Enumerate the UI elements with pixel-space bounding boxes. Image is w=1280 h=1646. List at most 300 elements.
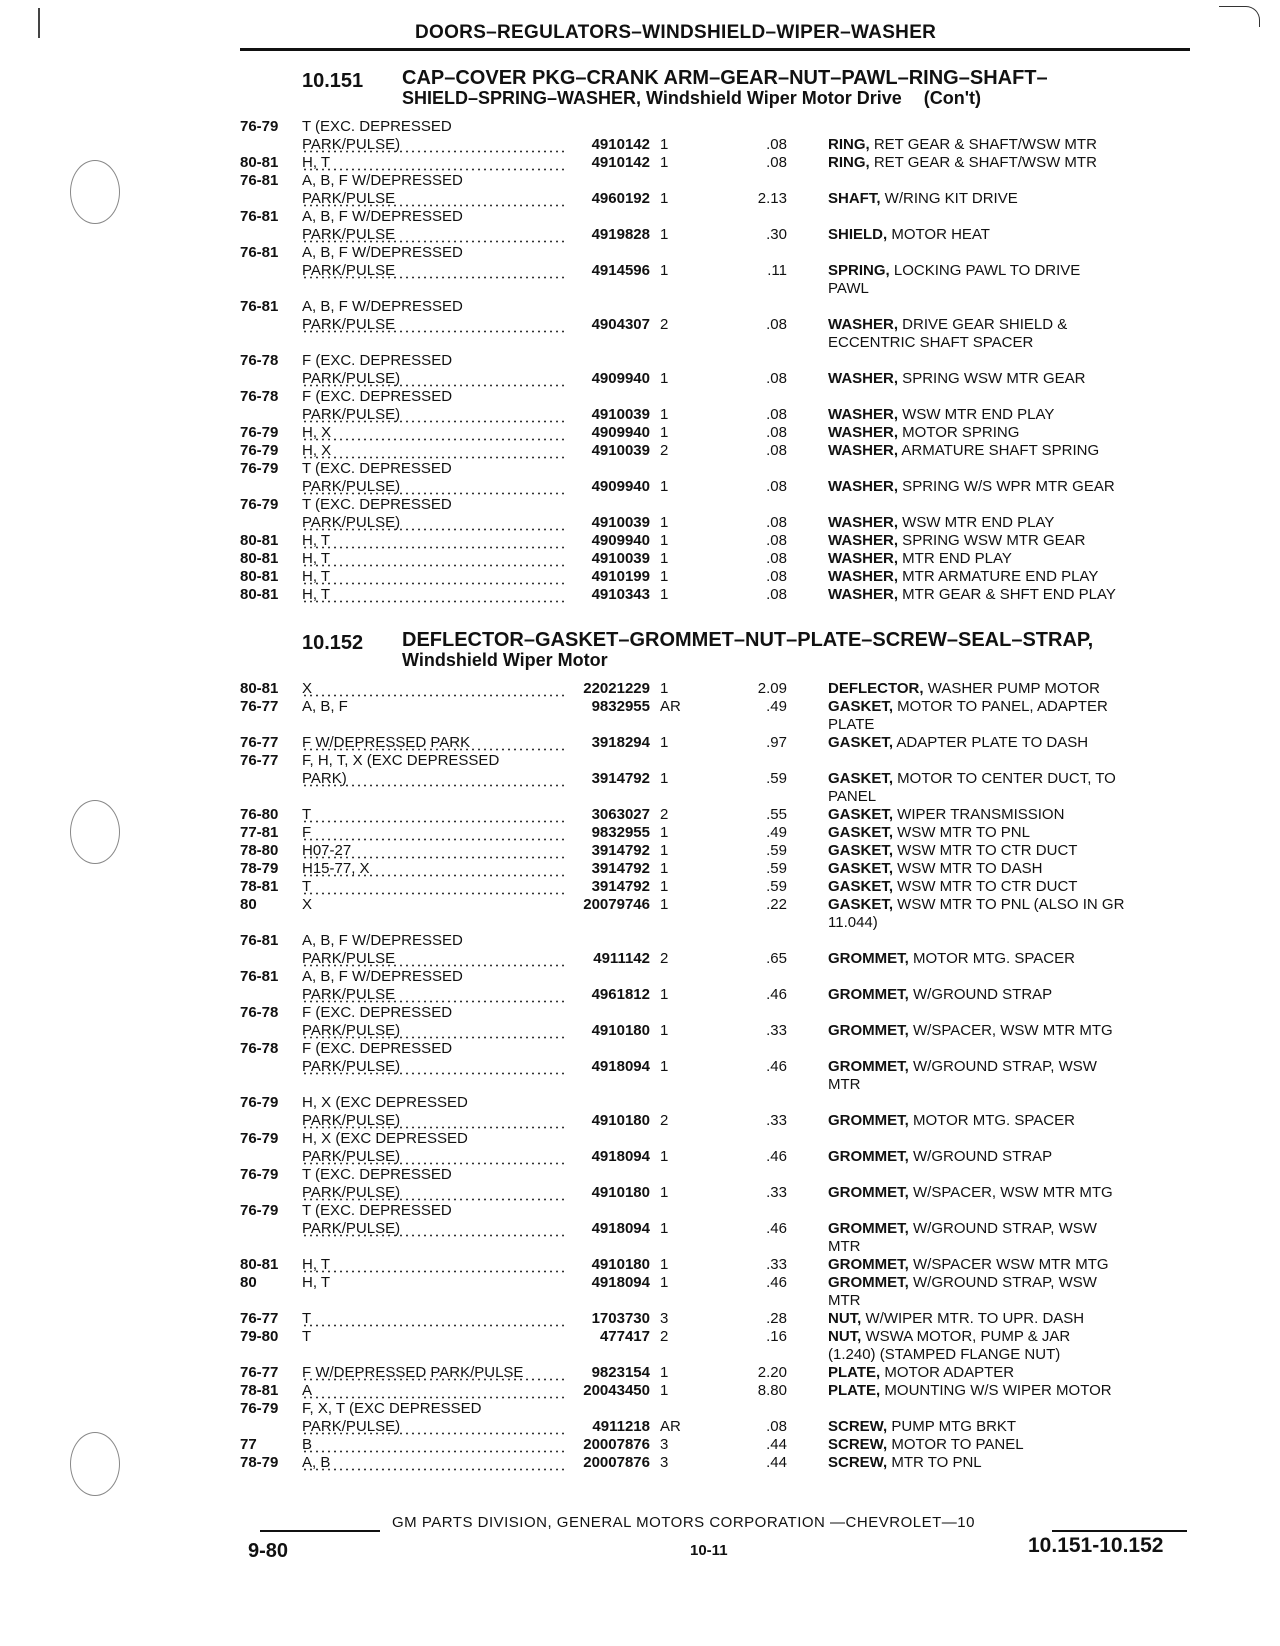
- quantity: 1: [660, 1022, 669, 1039]
- price: .33: [766, 1112, 787, 1129]
- part-row: [240, 1454, 1190, 1472]
- part-row: [240, 208, 1190, 244]
- part-name-keyword: GASKET,: [828, 896, 894, 913]
- price: .08: [766, 154, 787, 171]
- part-name-keyword: PLATE,: [828, 1382, 881, 1399]
- part-name-keyword: WASHER,: [828, 478, 899, 495]
- price: .08: [766, 568, 787, 585]
- part-number: 4918094: [591, 1148, 650, 1165]
- price: .08: [766, 442, 787, 459]
- model-years: 76-79: [240, 496, 279, 513]
- application: T (EXC. DEPRESSED PARK/PULSE): [302, 496, 567, 532]
- page-title: DOORS–REGULATORS–WINDSHIELD–WIPER–WASHER: [415, 22, 937, 43]
- price: .46: [766, 1220, 787, 1237]
- model-years: 76-79: [240, 1094, 279, 1111]
- part-number: 4910199: [591, 568, 650, 585]
- model-years: 76-79: [240, 442, 279, 459]
- part-name-detail: MOTOR TO PANEL, ADAPTER PLATE: [828, 698, 1108, 733]
- quantity: 2: [660, 1328, 669, 1345]
- quantity: 1: [660, 1274, 669, 1291]
- part-number: 477417: [599, 1328, 650, 1345]
- model-years: 76-77: [240, 1364, 279, 1381]
- price: .08: [766, 478, 787, 495]
- part-name-keyword: GROMMET,: [828, 1112, 909, 1129]
- application: H, T: [302, 586, 567, 604]
- part-name: [828, 1022, 1180, 1040]
- part-name-detail: W/RING KIT DRIVE: [880, 190, 1018, 207]
- price: .59: [766, 842, 787, 859]
- model-years: 76-79: [240, 1166, 279, 1183]
- part-name: [828, 1328, 1180, 1364]
- application: A, B, F W/DEPRESSED PARK/PULSE: [302, 932, 567, 968]
- part-name: [828, 1220, 1180, 1256]
- part-row: [240, 550, 1190, 568]
- application: F: [302, 824, 567, 842]
- part-row: [240, 352, 1190, 388]
- model-years: 80-81: [240, 1256, 279, 1273]
- model-years: 76-77: [240, 1310, 279, 1327]
- part-number: 4910039: [591, 406, 650, 423]
- section-heading-10-152: [240, 628, 1190, 670]
- application: H, T: [302, 568, 567, 586]
- model-years: 76-81: [240, 932, 279, 949]
- part-row: [240, 1004, 1190, 1040]
- part-name-detail: WSW MTR TO PNL: [893, 824, 1030, 841]
- price: 2.13: [757, 190, 787, 207]
- part-number: 4910180: [591, 1184, 650, 1201]
- part-name: [828, 860, 1180, 878]
- quantity: 1: [660, 514, 669, 531]
- part-number: 4909940: [591, 478, 650, 495]
- part-name-detail: MOTOR ADAPTER: [880, 1364, 1015, 1381]
- part-name: [828, 842, 1180, 860]
- part-name-keyword: GROMMET,: [828, 1256, 909, 1273]
- continued-label: (Con't): [923, 88, 982, 108]
- part-name-keyword: GROMMET,: [828, 1274, 909, 1291]
- application: B: [302, 1436, 567, 1454]
- part-number: 4910142: [591, 136, 650, 153]
- part-name-detail: MOTOR TO CENTER DUCT, TO PANEL: [828, 770, 1116, 805]
- part-number: 3063027: [591, 806, 650, 823]
- page-corner-mark: [1219, 6, 1260, 27]
- price: .59: [766, 770, 787, 787]
- quantity: 3: [660, 1454, 669, 1471]
- part-name: [828, 136, 1180, 154]
- part-name: [828, 950, 1180, 968]
- binder-hole-top: [70, 160, 120, 224]
- part-row: [240, 1436, 1190, 1454]
- part-name: [828, 568, 1180, 586]
- price: 8.80: [757, 1382, 787, 1399]
- part-name-keyword: SCREW,: [828, 1454, 888, 1471]
- footer-date: 9-80: [248, 1540, 289, 1562]
- model-years: 76-78: [240, 388, 279, 405]
- application: F (EXC. DEPRESSED PARK/PULSE): [302, 1040, 567, 1076]
- part-name-keyword: WASHER,: [828, 532, 899, 549]
- part-name-detail: WSW MTR TO CTR DUCT: [893, 842, 1078, 859]
- part-row: [240, 442, 1190, 460]
- part-number: 20007876: [583, 1454, 650, 1471]
- model-years: 76-78: [240, 1040, 279, 1057]
- part-name: [828, 1112, 1180, 1130]
- footer-rule-right: [1052, 1530, 1187, 1532]
- part-name-detail: WSWA MOTOR, PUMP & JAR (1.240) (STAMPED FLANGE NUT): [828, 1328, 1071, 1363]
- price: .59: [766, 878, 787, 895]
- part-name-detail: LOCKING PAWL TO DRIVE PAWL: [828, 262, 1081, 297]
- part-row: [240, 424, 1190, 442]
- part-row: [240, 1382, 1190, 1400]
- model-years: 80: [240, 1274, 257, 1291]
- model-years: 76-79: [240, 460, 279, 477]
- part-name-keyword: WASHER,: [828, 550, 899, 567]
- part-number: 4960192: [591, 190, 650, 207]
- part-name: [828, 734, 1180, 752]
- part-number: 20007876: [583, 1436, 650, 1453]
- price: .08: [766, 406, 787, 423]
- application: H15-77, X: [302, 860, 567, 878]
- model-years: 76-79: [240, 1400, 279, 1417]
- price: 2.09: [757, 680, 787, 697]
- part-name-keyword: GASKET,: [828, 842, 894, 859]
- part-name-keyword: SPRING,: [828, 262, 890, 279]
- part-name-detail: W/GROUND STRAP, WSW MTR: [828, 1058, 1097, 1093]
- part-name: [828, 1382, 1180, 1400]
- price: .08: [766, 532, 787, 549]
- quantity: 1: [660, 896, 669, 913]
- application: T (EXC. DEPRESSED PARK/PULSE): [302, 1166, 567, 1202]
- model-years: 80-81: [240, 568, 279, 585]
- part-name-keyword: GASKET,: [828, 770, 894, 787]
- section-heading-10-151: [240, 64, 1190, 106]
- application: H, X (EXC DEPRESSED PARK/PULSE): [302, 1130, 567, 1166]
- part-name: [828, 1364, 1180, 1382]
- application: F (EXC. DEPRESSED PARK/PULSE): [302, 388, 567, 424]
- model-years: 80-81: [240, 680, 279, 697]
- quantity: 1: [660, 1058, 669, 1075]
- part-number: 9832955: [591, 698, 650, 715]
- part-name: [828, 550, 1180, 568]
- part-name-keyword: GASKET,: [828, 698, 894, 715]
- part-name-detail: SPRING WSW MTR GEAR: [898, 532, 1086, 549]
- part-number: 4918094: [591, 1274, 650, 1291]
- quantity: 1: [660, 770, 669, 787]
- part-name-keyword: SCREW,: [828, 1418, 888, 1435]
- price: .55: [766, 806, 787, 823]
- part-row: [240, 244, 1190, 298]
- quantity: 1: [660, 262, 669, 279]
- quantity: 1: [660, 532, 669, 549]
- part-number: 4910142: [591, 154, 650, 171]
- part-name-detail: W/GROUND STRAP, WSW MTR: [828, 1274, 1097, 1309]
- binder-hole-bottom: [70, 1432, 120, 1496]
- model-years: 76-79: [240, 424, 279, 441]
- price: .33: [766, 1184, 787, 1201]
- quantity: 1: [660, 154, 669, 171]
- quantity: 2: [660, 1112, 669, 1129]
- price: .08: [766, 586, 787, 603]
- part-row: [240, 1094, 1190, 1130]
- part-row: [240, 1328, 1190, 1364]
- part-name-detail: SPRING WSW MTR GEAR: [898, 370, 1086, 387]
- model-years: 80: [240, 896, 257, 913]
- model-years: 76-77: [240, 752, 279, 769]
- part-row: [240, 842, 1190, 860]
- part-name: [828, 770, 1180, 806]
- part-name-detail: MOUNTING W/S WIPER MOTOR: [880, 1382, 1112, 1399]
- part-name-keyword: WASHER,: [828, 316, 899, 333]
- part-name-keyword: WASHER,: [828, 370, 899, 387]
- application: X: [302, 680, 567, 698]
- quantity: 1: [660, 1256, 669, 1273]
- application: H07-27: [302, 842, 567, 860]
- price: .46: [766, 1148, 787, 1165]
- part-row: [240, 1274, 1190, 1310]
- part-number: 3914792: [591, 878, 650, 895]
- application: A, B, F: [302, 698, 567, 716]
- model-years: 76-79: [240, 1202, 279, 1219]
- part-name: [828, 154, 1180, 172]
- part-name: [828, 1148, 1180, 1166]
- part-row: [240, 460, 1190, 496]
- section-number: 10.152: [302, 632, 364, 654]
- part-row: [240, 806, 1190, 824]
- quantity: 1: [660, 478, 669, 495]
- part-number: 4911142: [593, 950, 650, 967]
- model-years: 80-81: [240, 532, 279, 549]
- application: A, B, F W/DEPRESSED PARK/PULSE: [302, 968, 567, 1004]
- quantity: 1: [660, 370, 669, 387]
- quantity: 2: [660, 950, 669, 967]
- part-number: 4911218: [592, 1418, 650, 1435]
- part-row: [240, 896, 1190, 932]
- price: .44: [766, 1436, 787, 1453]
- model-years: 79-80: [240, 1328, 279, 1345]
- part-name: [828, 986, 1180, 1004]
- application: T: [302, 1328, 567, 1346]
- model-years: 78-79: [240, 860, 279, 877]
- price: .08: [766, 514, 787, 531]
- price: .33: [766, 1022, 787, 1039]
- part-name-detail: WSW MTR TO PNL (ALSO IN GR 11.044): [828, 896, 1125, 931]
- quantity: 3: [660, 1436, 669, 1453]
- model-years: 80-81: [240, 154, 279, 171]
- model-years: 76-81: [240, 298, 279, 315]
- part-name-keyword: NUT,: [828, 1328, 862, 1345]
- part-number: 4910343: [591, 586, 650, 603]
- title-rule: [240, 48, 1190, 51]
- part-row: [240, 1256, 1190, 1274]
- page-edge-mark: [38, 8, 40, 38]
- part-row: [240, 1202, 1190, 1256]
- quantity: 1: [660, 1364, 669, 1381]
- part-name-keyword: GASKET,: [828, 860, 894, 877]
- part-name-detail: RET GEAR & SHAFT/WSW MTR: [869, 154, 1097, 171]
- price: .11: [767, 262, 787, 279]
- part-name-detail: MOTOR TO PANEL: [887, 1436, 1024, 1453]
- part-row: [240, 698, 1190, 734]
- part-number: 3918294: [591, 734, 650, 751]
- quantity: 1: [660, 1382, 669, 1399]
- part-name: [828, 370, 1180, 388]
- part-name-detail: W/SPACER, WSW MTR MTG: [908, 1022, 1113, 1039]
- part-name: [828, 1436, 1180, 1454]
- part-number: 4910180: [591, 1112, 650, 1129]
- part-name-keyword: WASHER,: [828, 424, 899, 441]
- application: H, T: [302, 550, 567, 568]
- price: .49: [766, 698, 787, 715]
- quantity: 1: [660, 986, 669, 1003]
- section-title: [402, 68, 1048, 108]
- application: A, B: [302, 1454, 567, 1472]
- part-name-keyword: RING,: [828, 136, 870, 153]
- part-number: 4914596: [591, 262, 650, 279]
- model-years: 76-79: [240, 1130, 279, 1147]
- part-name: [828, 824, 1180, 842]
- part-name-keyword: GASKET,: [828, 824, 894, 841]
- part-name-detail: DRIVE GEAR SHIELD & ECCENTRIC SHAFT SPACER: [828, 316, 1068, 351]
- model-years: 76-78: [240, 1004, 279, 1021]
- application: H, T: [302, 532, 567, 550]
- part-name-detail: WSW MTR END PLAY: [898, 406, 1055, 423]
- price: .59: [766, 860, 787, 877]
- quantity: 3: [660, 1310, 669, 1327]
- part-row: [240, 568, 1190, 586]
- application: X: [302, 896, 567, 914]
- part-number: 4910180: [591, 1256, 650, 1273]
- part-row: [240, 496, 1190, 532]
- price: .49: [766, 824, 787, 841]
- application: A: [302, 1382, 567, 1400]
- quantity: 1: [660, 1220, 669, 1237]
- application: A, B, F W/DEPRESSED PARK/PULSE: [302, 172, 567, 208]
- application: H, X (EXC DEPRESSED PARK/PULSE): [302, 1094, 567, 1130]
- part-name-keyword: NUT,: [828, 1310, 862, 1327]
- application: F W/DEPRESSED PARK: [302, 734, 567, 752]
- part-number: 22021229: [583, 680, 650, 697]
- part-row: [240, 298, 1190, 352]
- part-name-detail: ARMATURE SHAFT SPRING: [898, 442, 1100, 459]
- part-name: [828, 878, 1180, 896]
- part-name: [828, 226, 1180, 244]
- model-years: 77-81: [240, 824, 279, 841]
- part-row: [240, 1130, 1190, 1166]
- application: F, X, T (EXC DEPRESSED PARK/PULSE): [302, 1400, 567, 1436]
- part-name-keyword: GASKET,: [828, 734, 894, 751]
- price: .46: [766, 986, 787, 1003]
- model-years: 80-81: [240, 586, 279, 603]
- model-years: 76-81: [240, 968, 279, 985]
- part-name-detail: MOTOR MTG. SPACER: [908, 1112, 1075, 1129]
- part-name-keyword: SHIELD,: [828, 226, 888, 243]
- price: .08: [766, 316, 787, 333]
- part-name-detail: MTR END PLAY: [898, 550, 1012, 567]
- part-name-detail: MOTOR SPRING: [898, 424, 1020, 441]
- part-name: [828, 1310, 1180, 1328]
- part-row: [240, 154, 1190, 172]
- footer-group-range: 10.151-10.152: [1028, 1534, 1164, 1557]
- application: T: [302, 806, 567, 824]
- part-number: 4909940: [591, 370, 650, 387]
- part-name: [828, 514, 1180, 532]
- quantity: 1: [660, 734, 669, 751]
- quantity: 1: [660, 424, 669, 441]
- section-number: 10.151: [302, 70, 364, 92]
- application: T (EXC. DEPRESSED PARK/PULSE): [302, 460, 567, 496]
- part-name-detail: MTR GEAR & SHFT END PLAY: [898, 586, 1116, 603]
- part-number: 1703730: [591, 1310, 650, 1327]
- part-name-keyword: GASKET,: [828, 806, 894, 823]
- part-row: [240, 824, 1190, 842]
- part-name-keyword: WASHER,: [828, 442, 899, 459]
- part-name-keyword: DEFLECTOR,: [828, 680, 924, 697]
- part-name: [828, 586, 1180, 604]
- quantity: AR: [660, 1418, 681, 1435]
- application: A, B, F W/DEPRESSED PARK/PULSE: [302, 244, 567, 280]
- part-name-detail: WIPER TRANSMISSION: [893, 806, 1065, 823]
- part-row: [240, 388, 1190, 424]
- section-title-line1: DEFLECTOR–GASKET–GROMMET–NUT–PLATE–SCREW–SEAL–STRAP,: [402, 629, 1094, 651]
- parts-list-10-152: [240, 680, 1190, 1472]
- quantity: 1: [660, 550, 669, 567]
- binder-hole-middle: [70, 800, 120, 864]
- quantity: 1: [660, 824, 669, 841]
- part-name-keyword: SCREW,: [828, 1436, 888, 1453]
- part-name-keyword: WASHER,: [828, 406, 899, 423]
- price: .44: [766, 1454, 787, 1471]
- part-number: 20043450: [583, 1382, 650, 1399]
- quantity: 1: [660, 190, 669, 207]
- part-name-detail: PUMP MTG BRKT: [887, 1418, 1017, 1435]
- section-title: [402, 630, 1093, 670]
- part-name-detail: W/SPACER, WSW MTR MTG: [908, 1184, 1113, 1201]
- application: H, X: [302, 424, 567, 442]
- application: H, T: [302, 1256, 567, 1274]
- part-name: [828, 442, 1180, 460]
- section-title-line2: [402, 88, 1048, 108]
- part-name: [828, 1256, 1180, 1274]
- model-years: 78-80: [240, 842, 279, 859]
- quantity: 1: [660, 1148, 669, 1165]
- application: T (EXC. DEPRESSED PARK/PULSE): [302, 1202, 567, 1238]
- part-number: 4910039: [591, 442, 650, 459]
- footer-rule-left: [260, 1530, 380, 1532]
- price: .08: [766, 1418, 787, 1435]
- part-name-keyword: GROMMET,: [828, 1058, 909, 1075]
- part-number: 4961812: [591, 986, 650, 1003]
- part-name-detail: MTR ARMATURE END PLAY: [898, 568, 1099, 585]
- part-row: [240, 1166, 1190, 1202]
- part-row: [240, 1040, 1190, 1094]
- part-name-keyword: GROMMET,: [828, 1148, 909, 1165]
- part-name-detail: RET GEAR & SHAFT/WSW MTR: [869, 136, 1097, 153]
- application: T: [302, 1310, 567, 1328]
- part-name: [828, 806, 1180, 824]
- quantity: 2: [660, 316, 669, 333]
- part-row: [240, 118, 1190, 154]
- part-name: [828, 1418, 1180, 1436]
- part-name-detail: ADAPTER PLATE TO DASH: [893, 734, 1089, 751]
- part-number: 9823154: [591, 1364, 650, 1381]
- part-name-keyword: GASKET,: [828, 878, 894, 895]
- application: T: [302, 878, 567, 896]
- price: .08: [766, 136, 787, 153]
- model-years: 76-79: [240, 118, 279, 135]
- quantity: 1: [660, 878, 669, 895]
- part-name: [828, 424, 1180, 442]
- part-row: [240, 968, 1190, 1004]
- part-name: [828, 698, 1180, 734]
- part-number: 9832955: [591, 824, 650, 841]
